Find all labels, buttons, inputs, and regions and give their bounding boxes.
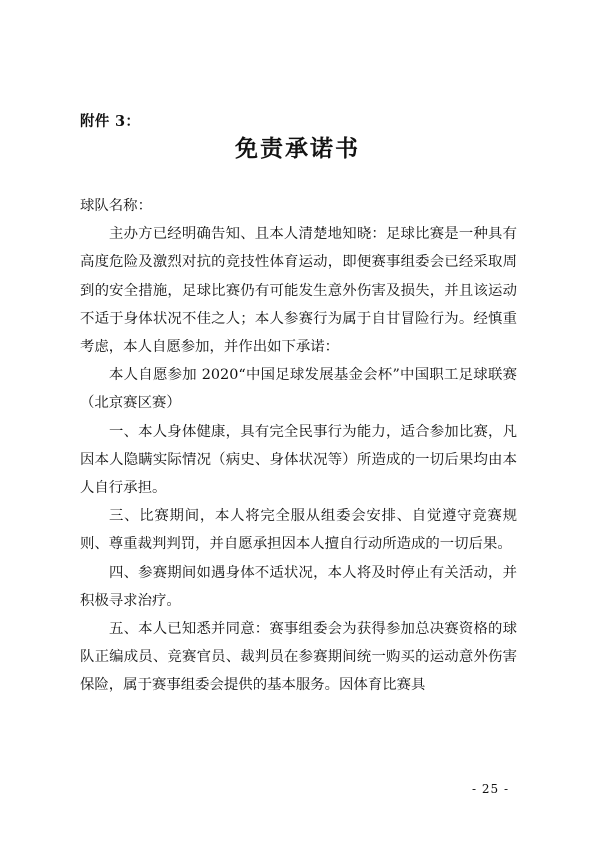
document-title: 免责承诺书 <box>235 135 360 162</box>
team-name-label: 球队名称： <box>80 198 152 214</box>
paragraph-item-3: 三、比赛期间，本人将完全服从组委会安排、自觉遵守竞赛规则、尊重裁判判罚，并自愿承担因本人擅自行动所造成的一切后果。 <box>80 508 517 553</box>
paragraph-item-5: 五、本人已知悉并同意：赛事组委会为获得参加总决赛资格的球队正编成员、竞赛官员、裁判员在参赛期间统一购买的运动意外伤害保险，属于赛事组委会提供的基本服务。因体育比赛具 <box>80 621 517 694</box>
paragraph-item-1: 一、本人身体健康，具有完全民事行为能力，适合参加比赛，凡因本人隐瞒实际情况（病史、身体状况等）所造成的一切后果均由本人自行承担。 <box>80 423 517 497</box>
page-number: - 25 - <box>472 782 510 796</box>
paragraph-participation: 本人自愿参加 2020“中国足球发展基金会杯”中国职工足球联赛（北京赛区赛） <box>80 367 517 412</box>
paragraph-notice: 主办方已经明确告知、且本人清楚地知晓：足球比赛是一种具有高度危险及激烈对抗的竞技性体育运动，即便赛事组委会已经采取周到的安全措施，足球比赛仍有可能发生意外伤害及损失，并且该运动不适于身体状况不佳之人；本人参赛行为属于自甘冒险行为。经慎重考虑，本人自愿参加，并作出如下承诺： <box>80 226 517 356</box>
paragraph-item-4: 四、参赛期间如遇身体不适状况，本人将及时停止有关活动，并积极寻求治疗。 <box>80 564 517 609</box>
attachment-label: 附件 3： <box>80 113 141 130</box>
document-body <box>80 192 517 700</box>
